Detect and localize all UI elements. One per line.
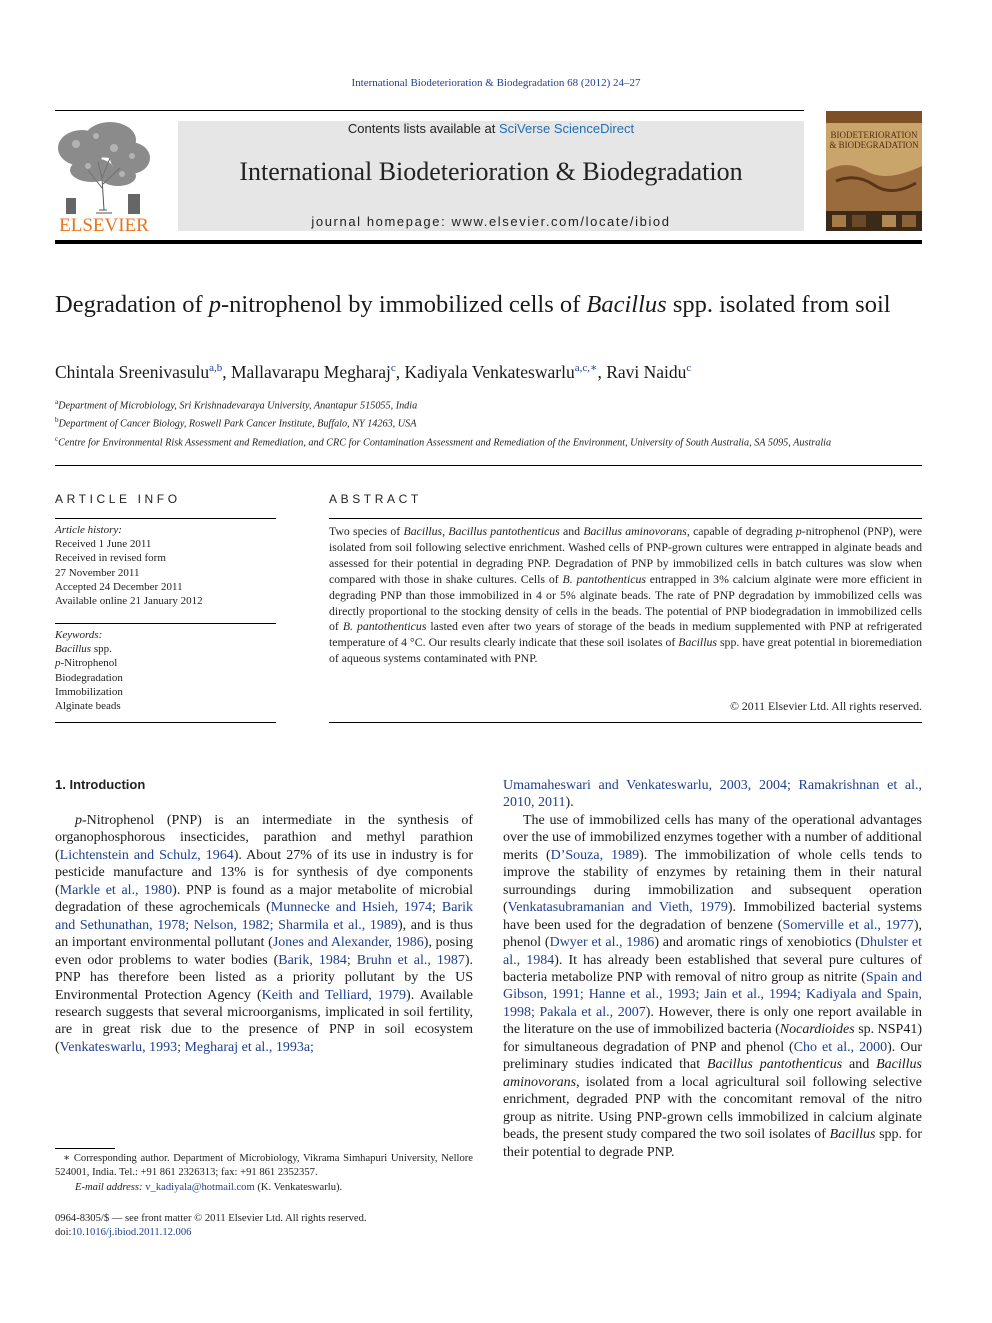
italic-term: Bacillus (403, 524, 443, 538)
intro-paragraph (55, 812, 473, 1056)
italic-term: B. pantothenticus (342, 619, 427, 634)
citation-link[interactable]: Munnecke and Hsieh, 1974; Barik and Sethunathan, 1978; Nelson, 1982; Sharmila et al., 1989 (55, 900, 473, 933)
text-run: The use of immobilized cells has many of the operational advantages over the use of immobilized enzymes together with a number of additional merits ( (503, 812, 922, 863)
citation-link[interactable]: Somerville et al., 1977 (782, 917, 914, 933)
text-run: ), phenol ( (503, 917, 922, 951)
text-run: ). About 27% of its use in industry is for pesticide manufacture and 13% is for synthesis of dye components ( (55, 847, 473, 898)
author-list: Chintala Sreenivasulu$^{a,b}$, Mallavarapu Megharaj$^c$, Kadiyala Venkateswarlu$^{a,c,∗}$, Ravi Naidu$^c$ (55, 361, 692, 382)
citation-link[interactable]: Jones and Alexander, 1986 (272, 935, 424, 951)
italic-term: Bacillus (829, 1127, 876, 1143)
front-matter (55, 1212, 475, 1241)
intro-paragraph-continued (503, 777, 922, 812)
header-rule (55, 110, 804, 111)
cover-image-icon (826, 111, 922, 231)
keywords (55, 628, 275, 713)
sciencedirect-link[interactable]: SciVerse ScienceDirect (498, 121, 635, 136)
italic-term: p (75, 813, 82, 828)
text-run: ). Our preliminary studies indicated that (503, 1039, 922, 1073)
keyword-item: Alginate beads (55, 700, 121, 713)
doi-line: doi:10.1016/j.ibiod.2011.12.006 (55, 1227, 192, 1239)
contents-prefix: Contents lists available at (347, 121, 499, 136)
text-run: -nitrophenol (PNP), were isolated from soil following selective enrichment. Washed cells of PNP-grown cultures were entrapped in alginate beads and assessed for their potential in degrading PNP. Degradation of PNP by immobilized cells in batch cultures was slow when compared with those in shake cultures. Cells of (329, 524, 922, 586)
cover-title-line2: & BIODEGRADATION (829, 140, 919, 150)
text-run: lasted even after two years of storage of the beads in medium supplemented with PNP at refrigerated temperature of 4 °C. Our results clearly indicate that these soil isolates of (329, 619, 922, 650)
affiliation-a: $^a$Department of Microbiology, Sri Krishnadevaraya University, Anantapur 515055, India (55, 398, 418, 412)
text-run: sp. NSP41) for simultaneous degradation of PNP and phenol ( (503, 1022, 922, 1055)
text-run: ), posing even odor problems to water bodies ( (55, 935, 473, 968)
citation-link[interactable]: D’Souza, 1989 (550, 847, 640, 863)
citation-link[interactable]: Spain and Gibson, 1991; Hanne et al., 1993; Jain et al., 1994; Kadiyala and Spain, 1998; Pakala et al., 2007 (503, 969, 922, 1020)
citation-link[interactable]: Barik, 1984; Bruhn et al., 1987 (278, 952, 465, 968)
abstract-text (329, 524, 922, 667)
text-run: and (559, 524, 584, 538)
italic-term: Bacillus aminovorans (503, 1057, 922, 1090)
text-run: ) and aromatic rings of xenobiotics ( (654, 935, 860, 951)
text-run: ). However, there is only one report available in the literature on the use of immobilized bacteria ( (503, 1004, 922, 1038)
text-run: ). (565, 795, 574, 811)
intro-right-column (503, 777, 922, 1161)
keyword-item: Bacillus spp. (55, 643, 112, 656)
author-name[interactable]: Mallavarapu Megharaj (230, 361, 391, 382)
abstract-copyright: © 2011 Elsevier Ltd. All rights reserved. (730, 699, 922, 713)
elsevier-logo[interactable] (52, 118, 156, 234)
header-thick-rule (55, 240, 922, 244)
corresponding-author-footnote: ∗ Corresponding author. Department of Microbiology, Vikrama Simhapuri University, Nellore 524001, India. Tel.: +91 861 2326313; fax: +91 861 2352357. E-mail address: v_kadiyala@hotmail.com (K. Venkateswarlu). (55, 1153, 473, 1193)
author-affil-sup[interactable]: a,c,∗ (574, 362, 598, 374)
citation-link[interactable]: Dwyer et al., 1986 (549, 935, 655, 951)
affiliation-c: $^c$Centre for Environmental Risk Assessment and Remediation, and CRC for Contamination Assessment and Remediation of the Environment, University of South Australia, SA 5095, Australia (55, 434, 832, 449)
affiliations (55, 395, 895, 450)
journal-title: International Biodeterioration & Biodegradation (239, 157, 743, 186)
abstract-heading: ABSTRACT (329, 492, 422, 506)
text-run: ). Available research suggests that several microorganisms, implicated in soil fertility, are in great risk due to the presence of PNP in soil ecosystem ( (55, 987, 473, 1055)
intro-paragraph (503, 812, 922, 1161)
article-info-bottom-rule (55, 722, 276, 723)
italic-term: Bacillus pantothenticus (706, 1057, 843, 1073)
abstract-rule (329, 518, 922, 519)
citation-link[interactable]: Umamaheswari and Venkateswarlu, 2003, 2004; Ramakrishnan et al., 2010, 2011 (503, 778, 922, 811)
history-item: Received 1 June 2011 (55, 538, 152, 551)
contents-line (178, 121, 804, 136)
citation-link[interactable]: Markle et al., 1980 (59, 882, 173, 898)
citation-link[interactable]: Dhulster et al., 1984 (503, 935, 922, 968)
email-link[interactable]: v_kadiyala@hotmail.com (145, 1181, 255, 1193)
italic-term: p (795, 524, 802, 538)
text-run: ). The immobilization of whole cells tends to improve the stability of enzymes by retaining them in their natural surroundings during immobilization and subsequent operation ( (503, 847, 922, 916)
citation-link[interactable]: Venkatasubramanian and Vieth, 1979 (507, 900, 728, 916)
article-title: Degradation of p-nitrophenol by immobilized cells of Bacillus spp. isolated from soil (55, 291, 891, 318)
issn-line: 0964-8305/$ — see front matter © 2011 Elsevier Ltd. All rights reserved. (55, 1213, 367, 1224)
cover-title-line1: BIODETERIORATION (830, 130, 918, 140)
history-item: Available online 21 January 2012 (55, 595, 203, 608)
italic-term: Nocardioides (779, 1022, 855, 1038)
text-run: ). PNP has therefore been listed as a priority pollutant by the US Environmental Protection Agency ( (55, 952, 474, 1003)
citation-link[interactable]: Cho et al., 2000 (793, 1039, 888, 1055)
affiliation-b: $^b$Department of Cancer Biology, Roswell Park Cancer Institute, Buffalo, NY 14263, USA (55, 416, 417, 430)
keywords-rule (55, 623, 276, 624)
author-affil-sup[interactable]: a,b (209, 362, 223, 374)
article-info-heading: ARTICLE INFO (55, 492, 181, 506)
author-name[interactable]: Kadiyala Venkateswarlu (404, 361, 575, 382)
article-history (55, 523, 275, 608)
text-run: -Nitrophenol (PNP) is an intermediate in the synthesis of organophosphorous insecticides, parathion and methyl parathion ( (55, 813, 473, 863)
text-run: Two species of (329, 524, 404, 538)
author-affil-sup[interactable]: c (390, 362, 396, 374)
italic-term: Bacillus pantothenticus (448, 524, 560, 538)
keyword-item: p-Nitrophenol (55, 657, 118, 670)
text-run: and (842, 1057, 877, 1073)
text-run: , capable of degrading (686, 524, 796, 538)
elsevier-wordmark: ELSEVIER (59, 215, 149, 234)
text-run: ). PNP is found as a major metabolite of microbial degradation of these agrochemicals ( (55, 882, 473, 916)
section-heading-introduction: 1. Introduction (55, 777, 146, 792)
elsevier-tree-icon (52, 118, 156, 234)
journal-homepage[interactable]: journal homepage: www.elsevier.com/locate/ibiod (311, 214, 671, 229)
history-item: 27 November 2011 (55, 566, 140, 579)
text-run: , isolated from a local agricultural soil following selective enrichment, degraded PNP with the concomitant removal of the nitro group as nitrite. Using PNP-grown cells immobilized in calcium alginate beads, the present study compared the two soil isolates of (503, 1074, 922, 1143)
journal-banner (178, 121, 804, 231)
citation-link[interactable]: Lichtenstein and Schulz, 1964 (59, 847, 234, 863)
author-name[interactable]: Chintala Sreenivasulu (55, 361, 210, 382)
author-name[interactable]: Ravi Naidu (606, 361, 687, 382)
footnote-rule (55, 1148, 115, 1149)
author-affil-sup[interactable]: c (686, 362, 692, 374)
text-run: ), and is thus an important environmental pollutant ( (55, 917, 473, 951)
keyword-item: Biodegradation (55, 671, 123, 684)
journal-reference[interactable]: International Biodeterioration & Biodegradation 68 (2012) 24–27 (351, 77, 641, 89)
history-item: Accepted 24 December 2011 (55, 580, 183, 593)
keywords-label: Keywords: (55, 629, 103, 641)
italic-term: Bacillus aminovorans (583, 524, 687, 538)
italic-term: B. pantothenticus (562, 571, 646, 586)
history-item: Received in revised form (55, 552, 166, 565)
abstract-bottom-rule (329, 722, 922, 723)
text-run: spp. for their potential to degrade PNP. (503, 1127, 922, 1160)
text-run: spp. have great potential in bioremediation of aqueous systems contaminated with PNP. (329, 635, 922, 666)
section-rule (55, 465, 922, 466)
article-info-rule (55, 518, 276, 519)
text-run: ). It has already been established that several pure cultures of bacteria metabolize PNP with removal of nitro group as nitrite ( (503, 952, 922, 985)
citation-link[interactable]: Venkateswarlu, 1993; Megharaj et al., 1993a; (59, 1039, 314, 1055)
citation-link[interactable]: Keith and Telliard, 1979 (261, 987, 407, 1003)
history-label: Article history: (55, 524, 122, 536)
text-run: entrapped in 3% calcium alginate were more efficient in degrading PNP than those immobilized in 4 or 5% alginate beads. The rate of PNP degradation by immobilized cells was directly proportional to the stocking density of cells in the beads. The potential of PNP biodegradation in immobilized cells of (329, 571, 923, 634)
italic-term: Bacillus (678, 635, 717, 650)
keyword-item: Immobilization (55, 685, 123, 698)
intro-left-column (55, 812, 473, 1056)
doi-link[interactable]: 10.1016/j.ibiod.2011.12.006 (71, 1227, 192, 1239)
text-run: ). Immobilized bacterial systems have been used for the degradation of benzene ( (503, 900, 922, 933)
journal-cover[interactable] (826, 111, 922, 231)
text-run: , (442, 524, 449, 538)
